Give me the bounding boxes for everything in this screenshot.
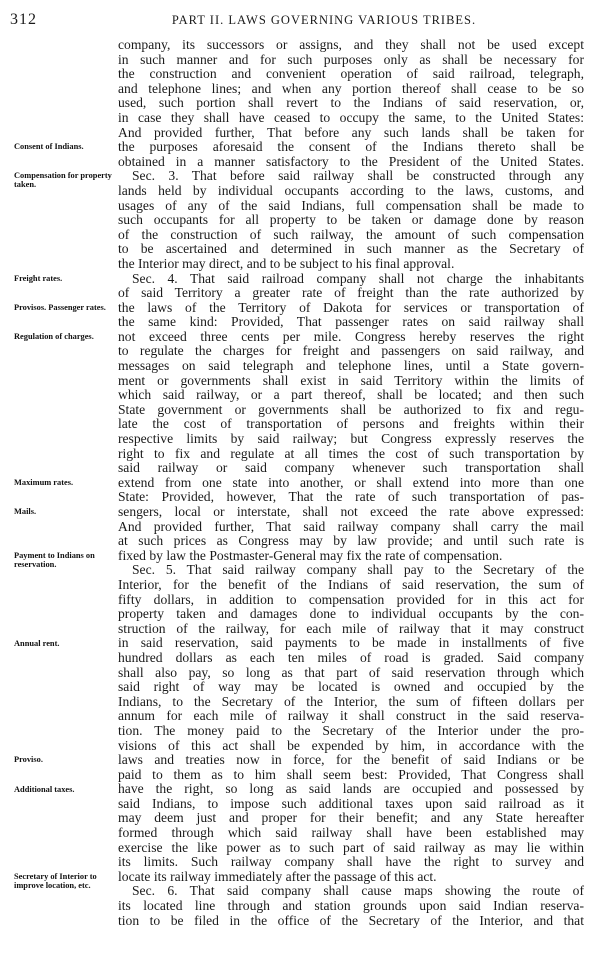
body-line: shall also pay, so long as that part of said reservation through which (118, 664, 584, 680)
body-line: Sec. 4. That said railroad company shall not charge the inhabitants (132, 270, 584, 286)
body-line: the construction and convenient operation of said railroad, telegraph, (118, 66, 584, 82)
body-line: said right of way may be located is owned and occupied by the (118, 679, 584, 695)
body-text (118, 38, 584, 928)
body-line: its located line through and station grounds upon said Indian reserva- (118, 898, 584, 914)
body-line: in such manner and for such purposes only as shall be necessary for (118, 51, 584, 67)
body-line: to regulate the charges for freight and passengers on said railway, and (118, 343, 584, 359)
body-line: Sec. 5. That said railway company shall pay to the Secretary of the (132, 562, 584, 578)
margin-note: Compensation for property taken. (14, 171, 112, 189)
body-line: locate its railway immediately after the passage of this act. (118, 868, 437, 884)
body-line: property taken and damages done to individual occupants by the con- (118, 606, 584, 622)
body-line: to be ascertained and determined in such manner as the Secretary of (118, 241, 584, 257)
body-line: Sec. 3. That before said railway shall be constructed through any (132, 168, 584, 184)
margin-note: Freight rates. (14, 273, 63, 283)
body-line: the laws of the Territory of Dakota for services or transportation of (118, 299, 584, 315)
body-line: in said reservation, said payments to be made in installments of five (118, 635, 584, 651)
body-line: obtained in a manner satisfactory to the President of the United States. (118, 153, 584, 169)
body-line: right to fix and regulate at all times the cost of such transportation by (118, 445, 584, 461)
body-line: Sec. 6. That said company shall cause maps showing the route of (132, 883, 584, 899)
body-line: paid to them as to him shall seem best: Provided, That Congress shall (118, 766, 584, 782)
body-line: State government or governments shall be authorized to fix and regu- (118, 401, 584, 417)
page-header (10, 11, 588, 31)
body-line: of said Territory a greater rate of freight than the rate authorized by (118, 285, 584, 301)
page-number: 312 (10, 11, 37, 28)
body-line: sengers, local or interstate, shall not exceed the rate above expressed: (118, 504, 584, 519)
body-line: Indians, to the Secretary of the Interior, the sum of fifteen dollars per (118, 693, 584, 709)
body-line: struction of the railway, for each mile of railway that it may construct (118, 620, 584, 636)
body-line: late the cost of transportation of persons and freights within their (118, 416, 584, 432)
margin-note: Consent of Indians. (14, 142, 84, 152)
body-line: said Indians, to impose such additional taxes upon said railroad as it (118, 795, 584, 811)
margin-note: Secretary of Interior to improve location, etc. (14, 872, 97, 890)
body-line: fifty dollars, in addition to compensation provided for in this act for (118, 591, 584, 607)
body-line: extend from one state into another, or shall extend into more than one (118, 474, 584, 490)
margin-note: Mails. (14, 507, 37, 517)
body-line: hundred dollars as each ten miles of road is graded. Said company (118, 649, 584, 665)
body-line: have the right, so long as said lands are occupied and possessed by (118, 781, 584, 797)
margin-note: Additional taxes. (14, 784, 75, 794)
body-line: the purposes aforesaid the consent of the Indians thereto shall be (118, 139, 584, 155)
body-line: fixed by law the Postmaster-General may fix the rate of compensation. (118, 547, 503, 563)
body-line: not exceed three cents per mile. Congress hereby reserves the right (118, 328, 584, 344)
body-line: its limits. Such railway company shall have the right to survey and (118, 854, 584, 870)
body-line: ment or governments shall exist in said Territory within the limits of (118, 372, 584, 388)
body-line: lands held by individual occupants according to the laws, customs, and (118, 182, 584, 198)
body-line: such occupants for all property to be taken or damage done by reason (118, 212, 584, 228)
body-line: which said railway, or a part thereof, shall be located; and then such (118, 387, 584, 403)
body-line: laws and treaties now in force, for the benefit of said Indians or be (118, 752, 584, 768)
body-line: at such prices as Congress may by law provide; and until such rate is (118, 533, 584, 549)
margin-note: Payment to Indians on reservation. (14, 551, 95, 569)
body-line: usages of any of the said Indians, full compensation shall be made to (118, 197, 584, 213)
body-line: And provided further, That said railway company shall carry the mail (118, 518, 584, 534)
body-line: tion to be filed in the office of the Secretary of the Interior, and that (118, 912, 584, 928)
body-line: of the construction of such railway, the amount of such compensation (118, 226, 584, 242)
body-line: messages on said telegraph and telephone lines, until a State govern- (118, 358, 584, 374)
running-head: PART II. LAWS GOVERNING VARIOUS TRIBES. (171, 13, 477, 27)
margin-note: Maximum rates. (14, 478, 74, 487)
body-line: State: Provided, however, That the rate of such transportation of pas- (118, 489, 584, 505)
body-line: and telephone lines; and when any portion thereof shall cease to be so (118, 80, 584, 96)
margin-note: Proviso. (14, 755, 43, 765)
body-line: exercise the like power as to such part of said railway as may lie within (118, 839, 584, 855)
body-line: in case they shall have ceased to occupy the same, to the United States: (118, 109, 584, 125)
body-line: the Interior may direct, and to be subject to his final approval. (118, 255, 455, 271)
margin-note: Provisos. Passenger rates. (14, 302, 106, 312)
body-line: formed through which said railway shall have been established may (118, 825, 584, 841)
body-line: And provided further, That before any such lands shall be taken for (118, 124, 584, 140)
body-line: visions of this act shall be expended by him, in accordance with the (118, 737, 584, 753)
body-line: respective limits by said railway; but Congress expressly reserves the (118, 431, 584, 447)
body-line: may deem just and proper for their benefit; and any State hereafter (118, 810, 584, 826)
margin-note: Regulation of charges. (14, 332, 94, 341)
body-line: annum for each mile of railway it shall construct in the said reserva- (118, 708, 584, 724)
body-line: company, its successors or assigns, and they shall not be used except (118, 37, 584, 52)
body-line: Interior, for the benefit of the Indians of said reservation, the sum of (118, 576, 584, 592)
body-line: used, such portion shall revert to the Indians of said reservation, or, (118, 95, 584, 111)
margin-note: Annual rent. (14, 638, 60, 648)
body-line: the same kind: Provided, That passenger rates on said railway shall (118, 314, 584, 330)
body-line: tion. The money paid to the Secretary of the Interior under the pro- (118, 722, 584, 738)
body-line: said railway or said company whenever such transportation shall (118, 460, 584, 476)
